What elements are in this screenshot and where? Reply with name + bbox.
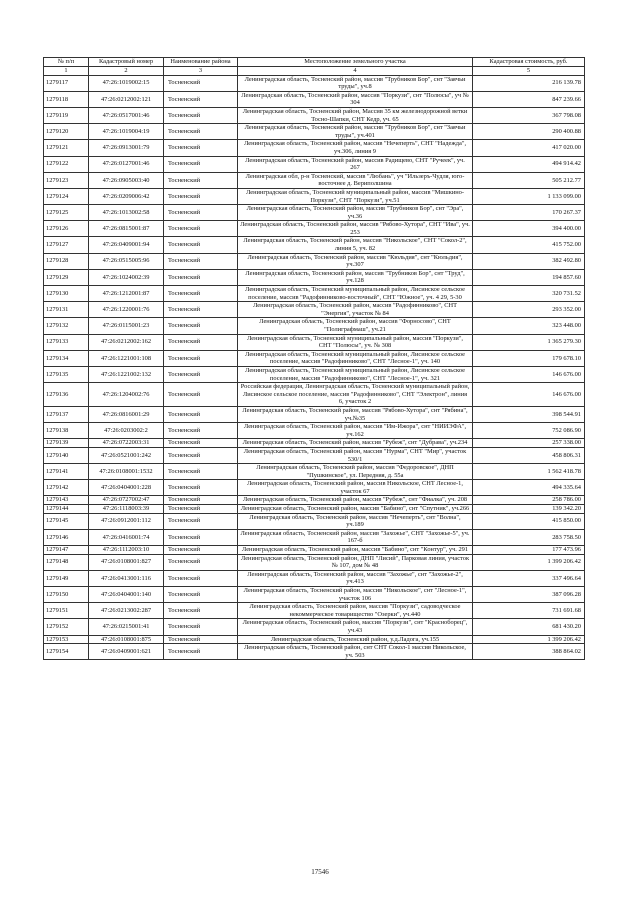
header-district: Наименование района (164, 58, 238, 67)
cadastral-number-cell: 47:26:0404001:228 (89, 480, 164, 496)
location-cell: Ленинградская область, Тосненский район, массив "Форносово", СНТ "Полиграфмаш", уч.21 (238, 318, 473, 334)
row-index-cell: 1279146 (44, 529, 89, 545)
cadastral-number-cell: 47:26:0515005:96 (89, 253, 164, 269)
location-cell: Ленинградская область, Тосненский район, массив "Нурма", СНТ "Мир", участок 530/1 (238, 447, 473, 463)
cadastral-number-cell: 47:26:0416001:74 (89, 529, 164, 545)
header-location: Местоположение земельного участка (238, 58, 473, 67)
table-row (44, 107, 585, 123)
district-cell: Тосненский (164, 91, 238, 107)
district-cell: Тосненский (164, 107, 238, 123)
table-row (44, 350, 585, 366)
row-index-cell: 1279138 (44, 423, 89, 439)
row-index-cell: 1279136 (44, 383, 89, 407)
row-index-cell: 1279129 (44, 269, 89, 285)
table-row (44, 286, 585, 302)
location-cell: Ленинградская область, Тосненский район, массив "Трубников Бор", снт "Заячьи труды", уч.401 (238, 124, 473, 140)
table-row (44, 603, 585, 619)
cadastral-value-cell: 681 430.20 (473, 619, 585, 635)
district-cell: Тосненский (164, 619, 238, 635)
district-cell: Тосненский (164, 635, 238, 644)
district-cell: Тосненский (164, 464, 238, 480)
cadastral-value-table (43, 57, 585, 660)
location-cell: Ленинградская область, Тосненский район, массив "Федоровское", ДНП "Пушкинское", ул. Передняя, д. 55а (238, 464, 473, 480)
row-index-cell: 1279134 (44, 350, 89, 366)
row-index-cell: 1279144 (44, 505, 89, 514)
location-cell: Ленинградская область, Тосненский район, массив "Трубников Бор", снт "Заячьи труды", уч.8 (238, 75, 473, 91)
cadastral-value-cell: 1 562 418.78 (473, 464, 585, 480)
location-cell: Российская федерация, Ленинградская область, Тосненский муниципальный район, Лисинское сельское поселение, массив "Радофинниково", СНТ "Электрон", линия 6, участок 2 (238, 383, 473, 407)
row-index-cell: 1279137 (44, 406, 89, 422)
row-index-cell: 1279154 (44, 644, 89, 660)
table-row (44, 334, 585, 350)
cadastral-value-cell: 146 676.00 (473, 366, 585, 382)
table-header (44, 58, 585, 76)
row-index-cell: 1279147 (44, 546, 89, 555)
table-row (44, 237, 585, 253)
location-cell: Ленинградская область, Тосненский район, массив "Поркузи", снт "Красноборец", уч.43 (238, 619, 473, 635)
row-index-cell: 1279118 (44, 91, 89, 107)
cadastral-value-cell: 394 400.00 (473, 221, 585, 237)
row-index-cell: 1279130 (44, 286, 89, 302)
location-cell: Ленинградская область, Тосненский район, массив "Кюльдия", снт "Кюльдия", уч.307 (238, 253, 473, 269)
district-cell: Тосненский (164, 546, 238, 555)
cadastral-number-cell: 47:26:1212001:87 (89, 286, 164, 302)
cadastral-value-cell: 179 678.10 (473, 350, 585, 366)
table-row (44, 439, 585, 448)
location-cell: Ленинградская область, Тосненский район, снт СНТ Сокол-1 массив Никольское, уч. 503 (238, 644, 473, 660)
cadastral-number-cell: 47:26:0912001:112 (89, 513, 164, 529)
table-row (44, 124, 585, 140)
table-row (44, 269, 585, 285)
cadastral-value-cell: 417 020.00 (473, 140, 585, 156)
district-cell: Тосненский (164, 318, 238, 334)
row-index-cell: 1279143 (44, 496, 89, 505)
cadastral-number-cell: 47:26:0215001:41 (89, 619, 164, 635)
location-cell: Ленинградская область, Тосненский муниципальный район, Лисинское сельское поселение, массив "Радофинниково", СНТ "Лесное-1", уч. 321 (238, 366, 473, 382)
column-number-row (44, 67, 585, 76)
table-row (44, 505, 585, 514)
cadastral-number-cell: 47:26:1024002:39 (89, 269, 164, 285)
cadastral-value-cell: 1 399 206.42 (473, 554, 585, 570)
district-cell: Тосненский (164, 505, 238, 514)
cadastral-value-cell: 293 352.00 (473, 302, 585, 318)
district-cell: Тосненский (164, 172, 238, 188)
district-cell: Тосненский (164, 286, 238, 302)
district-cell: Тосненский (164, 205, 238, 221)
cadastral-value-cell: 388 864.02 (473, 644, 585, 660)
district-cell: Тосненский (164, 302, 238, 318)
district-cell: Тосненский (164, 366, 238, 382)
row-index-cell: 1279133 (44, 334, 89, 350)
cadastral-number-cell: 47:26:0115001:23 (89, 318, 164, 334)
row-index-cell: 1279153 (44, 635, 89, 644)
location-cell: Ленинградская область, Тосненский муниципальный район, массив "Мишкино-Поркузи", СНТ "Поркузи", уч.51 (238, 188, 473, 204)
cadastral-value-cell: 1 133 099.00 (473, 188, 585, 204)
cadastral-number-cell: 47:26:0413001:116 (89, 570, 164, 586)
cadastral-number-cell: 47:26:0108001:1532 (89, 464, 164, 480)
cadastral-value-cell: 387 096.28 (473, 587, 585, 603)
table-row (44, 75, 585, 91)
cadastral-number-cell: 47:26:0517001:46 (89, 107, 164, 123)
district-cell: Тосненский (164, 269, 238, 285)
location-cell: Ленинградская область, Тосненский район, ДНП "Лисий", Парковая линия, участок № 107, дом № 48 (238, 554, 473, 570)
location-cell: Ленинградская область, Тосненский район, массив "Радофинниково", СНТ "Энергия", участок № 84 (238, 302, 473, 318)
district-cell: Тосненский (164, 75, 238, 91)
location-cell: Ленинградская область, Тосненский район, массив "Никольское", снт "Лесное-1", участок 106 (238, 587, 473, 603)
row-index-cell: 1279145 (44, 513, 89, 529)
table-row (44, 188, 585, 204)
table-row (44, 423, 585, 439)
row-index-cell: 1279119 (44, 107, 89, 123)
location-cell: Ленинградская область, Тосненский район, массив "Бабино", снт "Контур", уч. 291 (238, 546, 473, 555)
row-index-cell: 1279140 (44, 447, 89, 463)
table-row (44, 302, 585, 318)
cadastral-number-cell: 47:26:0905003:40 (89, 172, 164, 188)
cadastral-value-cell: 367 798.08 (473, 107, 585, 123)
cadastral-value-cell: 458 806.31 (473, 447, 585, 463)
district-cell: Тосненский (164, 644, 238, 660)
location-cell: Ленинградская область, Тосненский район, у.д.Ладога, уч.155 (238, 635, 473, 644)
cadastral-value-cell: 290 400.88 (473, 124, 585, 140)
table-row (44, 383, 585, 407)
cadastral-number-cell: 47:26:0409001:621 (89, 644, 164, 660)
table-row (44, 205, 585, 221)
location-cell: Ленинградская область, Тосненский район, массив "Нечеперть", снт "Волна", уч.189 (238, 513, 473, 529)
table-row (44, 644, 585, 660)
location-cell: Ленинградская область, Тосненский район, массив Радищево, СНТ "Ручеек", уч. 267 (238, 156, 473, 172)
cadastral-table-container (43, 57, 584, 660)
location-cell: Ленинградская область, Тосненский район, массив Никольское, СНТ Лесное-1, участок 67 (238, 480, 473, 496)
cadastral-value-cell: 146 676.00 (473, 383, 585, 407)
district-cell: Тосненский (164, 496, 238, 505)
row-index-cell: 1279135 (44, 366, 89, 382)
location-cell: Ленинградская область, Тосненский район, массив "Рубеж", снт "Дубрава", уч.234 (238, 439, 473, 448)
row-index-cell: 1279142 (44, 480, 89, 496)
row-index-cell: 1279149 (44, 570, 89, 586)
location-cell: Ленинградская область, Тосненский район, массив "Захожье", снт "Захожье-2", уч.413 (238, 570, 473, 586)
cadastral-value-cell: 258 786.00 (473, 496, 585, 505)
cadastral-number-cell: 47:26:1220001:76 (89, 302, 164, 318)
table-row (44, 91, 585, 107)
district-cell: Тосненский (164, 570, 238, 586)
table-row (44, 140, 585, 156)
table-row (44, 570, 585, 586)
row-index-cell: 1279148 (44, 554, 89, 570)
location-cell: Ленинградская область, Тосненский район, массив "Никольское", СНТ "Сокол-2", линия 5, уч. 82 (238, 237, 473, 253)
location-cell: Ленинградская область, Тосненский район, Массив 35 км железнодорожной ветки Тосно-Шапки, СНТ Кедр, уч. 65 (238, 107, 473, 123)
location-cell: Ленинградская область, Тосненский район, массив "Поркузи", снт "Полюсы", уч № 304 (238, 91, 473, 107)
cadastral-value-cell: 337 496.64 (473, 570, 585, 586)
table-row (44, 496, 585, 505)
row-index-cell: 1279125 (44, 205, 89, 221)
row-index-cell: 1279141 (44, 464, 89, 480)
cadastral-value-cell: 415 850.00 (473, 513, 585, 529)
district-cell: Тосненский (164, 221, 238, 237)
cadastral-value-cell: 1 365 279.30 (473, 334, 585, 350)
cadastral-value-cell: 847 239.66 (473, 91, 585, 107)
district-cell: Тосненский (164, 529, 238, 545)
header-cadastral-value: Кадастровая стоимость, руб. (473, 58, 585, 67)
cadastral-number-cell: 47:26:1221001:108 (89, 350, 164, 366)
table-row (44, 635, 585, 644)
cadastral-number-cell: 47:26:0203002:2 (89, 423, 164, 439)
cadastral-number-cell: 47:26:0722003:31 (89, 439, 164, 448)
table-row (44, 480, 585, 496)
row-index-cell: 1279151 (44, 603, 89, 619)
table-row (44, 464, 585, 480)
district-cell: Тосненский (164, 603, 238, 619)
row-index-cell: 1279127 (44, 237, 89, 253)
column-number: 5 (473, 67, 585, 76)
cadastral-value-cell: 494 914.42 (473, 156, 585, 172)
table-row (44, 253, 585, 269)
cadastral-value-cell: 398 544.91 (473, 406, 585, 422)
cadastral-value-cell: 323 448.00 (473, 318, 585, 334)
cadastral-number-cell: 47:26:0127001:46 (89, 156, 164, 172)
table-row (44, 529, 585, 545)
row-index-cell: 1279128 (44, 253, 89, 269)
location-cell: Ленинградская обл, р-н Тосненский, массив "Любань", уч "Ильзеръ-Чудля, юго-восточнее д. Вериполшина (238, 172, 473, 188)
table-row (44, 172, 585, 188)
district-cell: Тосненский (164, 587, 238, 603)
column-number: 1 (44, 67, 89, 76)
table-body (44, 75, 585, 660)
table-row (44, 587, 585, 603)
page-number: 17546 (311, 868, 329, 876)
cadastral-number-cell: 47:26:0213002:287 (89, 603, 164, 619)
row-index-cell: 1279120 (44, 124, 89, 140)
location-cell: Ленинградская область, Тосненский муниципальный район, Лисинское сельское поселение, массив "Радофинниково", СНТ "Лесное-1", уч. 140 (238, 350, 473, 366)
table-row (44, 554, 585, 570)
cadastral-value-cell: 752 086.90 (473, 423, 585, 439)
location-cell: Ленинградская область, Тосненский муниципальный район, Лисинское сельское поселение, массив "Радофинниково-восточный", СНТ "Южное", уч. 4 29, 5-30 (238, 286, 473, 302)
row-index-cell: 1279150 (44, 587, 89, 603)
column-number: 4 (238, 67, 473, 76)
cadastral-number-cell: 47:26:0815001:87 (89, 221, 164, 237)
row-index-cell: 1279117 (44, 75, 89, 91)
cadastral-number-cell: 47:26:0404001:140 (89, 587, 164, 603)
location-cell: Ленинградская область, Тосненский район, массив "Рябово-Хутора", СНТ "Ива", уч. 253 (238, 221, 473, 237)
location-cell: Ленинградская область, Тосненский район, массив "Бабино", снт "Спутник", уч.266 (238, 505, 473, 514)
table-row (44, 318, 585, 334)
district-cell: Тосненский (164, 188, 238, 204)
table-row (44, 156, 585, 172)
location-cell: Ленинградская область, Тосненский муниципальный район, массив "Поркузи", СНТ "Полюсы", уч. № 308 (238, 334, 473, 350)
cadastral-value-cell: 382 492.80 (473, 253, 585, 269)
district-cell: Тосненский (164, 383, 238, 407)
location-cell: Ленинградская область, Тосненский район, массив "Трубников Бор", снт "Труд", уч.128 (238, 269, 473, 285)
district-cell: Тосненский (164, 140, 238, 156)
table-row (44, 546, 585, 555)
table-row (44, 447, 585, 463)
row-index-cell: 1279131 (44, 302, 89, 318)
cadastral-value-cell: 257 338.00 (473, 439, 585, 448)
cadastral-value-cell: 216 139.78 (473, 75, 585, 91)
cadastral-value-cell: 494 335.64 (473, 480, 585, 496)
cadastral-value-cell: 177 473.96 (473, 546, 585, 555)
cadastral-number-cell: 47:26:0913001:79 (89, 140, 164, 156)
district-cell: Тосненский (164, 447, 238, 463)
district-cell: Тосненский (164, 423, 238, 439)
table-row (44, 513, 585, 529)
district-cell: Тосненский (164, 350, 238, 366)
district-cell: Тосненский (164, 334, 238, 350)
cadastral-number-cell: 47:26:0409001:94 (89, 237, 164, 253)
row-index-cell: 1279139 (44, 439, 89, 448)
district-cell: Тосненский (164, 237, 238, 253)
location-cell: Ленинградская область, Тосненский район, массив "Поркузи", садоводческое некоммерческое товарищество "Озерки", уч.440 (238, 603, 473, 619)
cadastral-number-cell: 47:26:0108001:827 (89, 554, 164, 570)
table-row (44, 221, 585, 237)
cadastral-value-cell: 415 752.00 (473, 237, 585, 253)
district-cell: Тосненский (164, 480, 238, 496)
row-index-cell: 1279124 (44, 188, 89, 204)
cadastral-number-cell: 47:26:0108001:875 (89, 635, 164, 644)
cadastral-number-cell: 47:26:0521001:242 (89, 447, 164, 463)
column-number: 3 (164, 67, 238, 76)
cadastral-value-cell: 1 399 206.42 (473, 635, 585, 644)
district-cell: Тосненский (164, 513, 238, 529)
cadastral-value-cell: 139 342.20 (473, 505, 585, 514)
cadastral-number-cell: 47:26:1221002:132 (89, 366, 164, 382)
cadastral-number-cell: 47:26:0727002:47 (89, 496, 164, 505)
cadastral-value-cell: 283 758.50 (473, 529, 585, 545)
location-cell: Ленинградская область, Тосненский район, массив "Захожье", СНТ "Захожье-5", уч. 167-б (238, 529, 473, 545)
cadastral-number-cell: 47:26:1112003:10 (89, 546, 164, 555)
location-cell: Ленинградская область, Тосненский район, массив "Трубников Бор", снт "Эра", уч.36 (238, 205, 473, 221)
district-cell: Тосненский (164, 406, 238, 422)
district-cell: Тосненский (164, 554, 238, 570)
row-index-cell: 1279123 (44, 172, 89, 188)
location-cell: Ленинградская область, Тосненский район, массив "Нечеперть", СНТ "Надежда", уч.306, линия 9 (238, 140, 473, 156)
cadastral-number-cell: 47:26:1118003:39 (89, 505, 164, 514)
cadastral-number-cell: 47:26:0212002:121 (89, 91, 164, 107)
district-cell: Тосненский (164, 439, 238, 448)
cadastral-number-cell: 47:26:1019002:15 (89, 75, 164, 91)
district-cell: Тосненский (164, 124, 238, 140)
table-row (44, 366, 585, 382)
cadastral-value-cell: 170 267.37 (473, 205, 585, 221)
cadastral-number-cell: 47:26:1204002:76 (89, 383, 164, 407)
cadastral-number-cell: 47:26:1013002:58 (89, 205, 164, 221)
header-row (44, 58, 585, 67)
district-cell: Тосненский (164, 253, 238, 269)
cadastral-value-cell: 194 857.60 (473, 269, 585, 285)
district-cell: Тосненский (164, 156, 238, 172)
column-number: 2 (89, 67, 164, 76)
row-index-cell: 1279121 (44, 140, 89, 156)
cadastral-value-cell: 731 691.68 (473, 603, 585, 619)
table-row (44, 619, 585, 635)
table-row (44, 406, 585, 422)
location-cell: Ленинградская область, Тосненский район, массив "Рубеж", снт "Фиалка", уч. 208 (238, 496, 473, 505)
location-cell: Ленинградская область, Тосненский район, массив "Рябово-Хутора", снт "Рябина", уч.№35 (238, 406, 473, 422)
cadastral-number-cell: 47:26:0816001:29 (89, 406, 164, 422)
cadastral-number-cell: 47:26:1019004:19 (89, 124, 164, 140)
cadastral-value-cell: 320 731.52 (473, 286, 585, 302)
row-index-cell: 1279132 (44, 318, 89, 334)
header-cadastral-number: Кадастровый номер (89, 58, 164, 67)
location-cell: Ленинградская область, Тосненский район, массив "Им-Ижора", снт "НИИЭФА", уч.162 (238, 423, 473, 439)
row-index-cell: 1279122 (44, 156, 89, 172)
cadastral-value-cell: 505 212.77 (473, 172, 585, 188)
cadastral-number-cell: 47:26:0212002:162 (89, 334, 164, 350)
cadastral-number-cell: 47:26:0209006:42 (89, 188, 164, 204)
row-index-cell: 1279126 (44, 221, 89, 237)
header-index: № п/п (44, 58, 89, 67)
row-index-cell: 1279152 (44, 619, 89, 635)
